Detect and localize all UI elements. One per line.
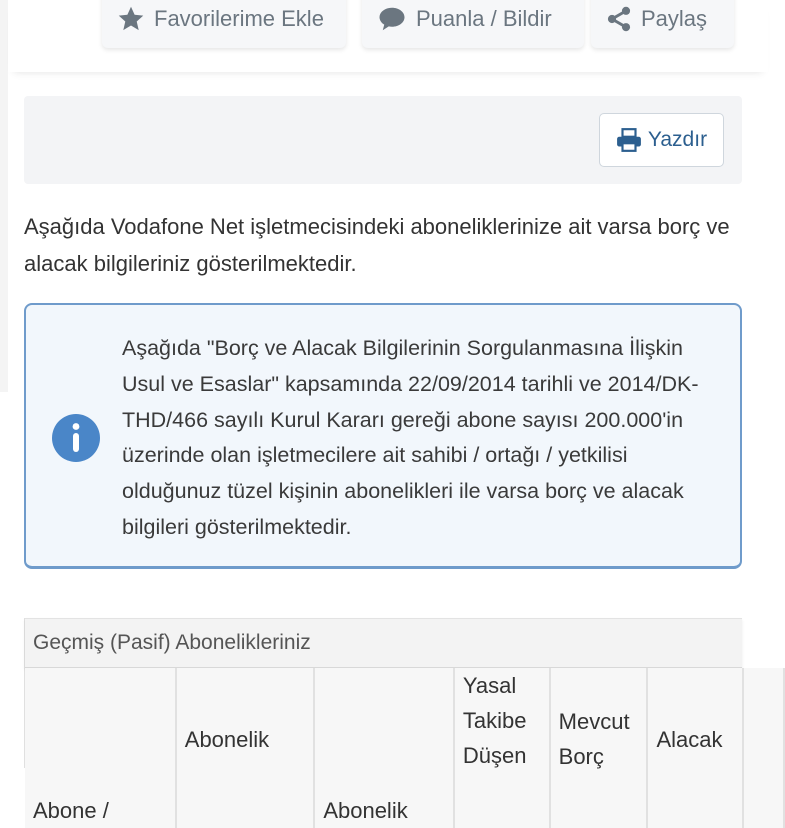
column-header: Yasal Takibe Düşen — [454, 668, 550, 828]
column-header: Abone / — [25, 668, 176, 828]
rate-report-label: Puanla / Bildir — [416, 6, 552, 31]
column-header: Alacak — [647, 668, 743, 828]
column-header: Abonelik — [314, 668, 454, 828]
intro-text: Aşağıda Vodafone Net işletmecisindeki aboneliklerinize ait varsa borç ve alacak bilgileriniz gösterilmektedir. — [24, 214, 730, 276]
rate-report-button[interactable] — [362, 0, 584, 48]
panel-title: Geçmiş (Pasif) Abonelikleriniz — [25, 618, 742, 668]
column-header-clipped — [743, 668, 784, 828]
share-button[interactable] — [591, 0, 734, 48]
past-subscriptions-panel — [24, 618, 742, 823]
print-label: Yazdır — [647, 128, 708, 151]
add-favorite-button[interactable] — [102, 0, 346, 48]
subscriptions-table — [25, 668, 785, 828]
comment-icon — [376, 4, 408, 34]
column-header: Mevcut Borç — [550, 668, 648, 828]
info-alert — [24, 303, 742, 569]
print-toolbar — [24, 96, 742, 184]
share-label: Paylaş — [641, 6, 708, 31]
printer-icon — [616, 128, 642, 152]
left-rail — [0, 0, 8, 392]
star-icon — [116, 5, 146, 33]
print-button[interactable] — [599, 113, 724, 167]
table-header-row — [25, 668, 784, 828]
share-icon — [605, 5, 633, 33]
add-favorite-label: Favorilerime Ekle — [154, 6, 324, 31]
info-icon — [52, 414, 100, 462]
column-header: Abonelik — [176, 668, 315, 828]
info-alert-text: Aşağıda "Borç ve Alacak Bilgilerinin Sorgulanmasına İlişkin Usul ve Esaslar" kapsamında 22/09/2014 tarihli ve 2014/DK-THD/466 sayılı Kurul Kararı gereği abone sayısı 200.000'in üzerinde olan işletmecilere ait sahibi / ortağı / yetkilisi olduğunuz tüzel kişinin abonelikleri ile varsa borç ve alacak bilgileri gösterilmektedir. — [122, 336, 699, 539]
